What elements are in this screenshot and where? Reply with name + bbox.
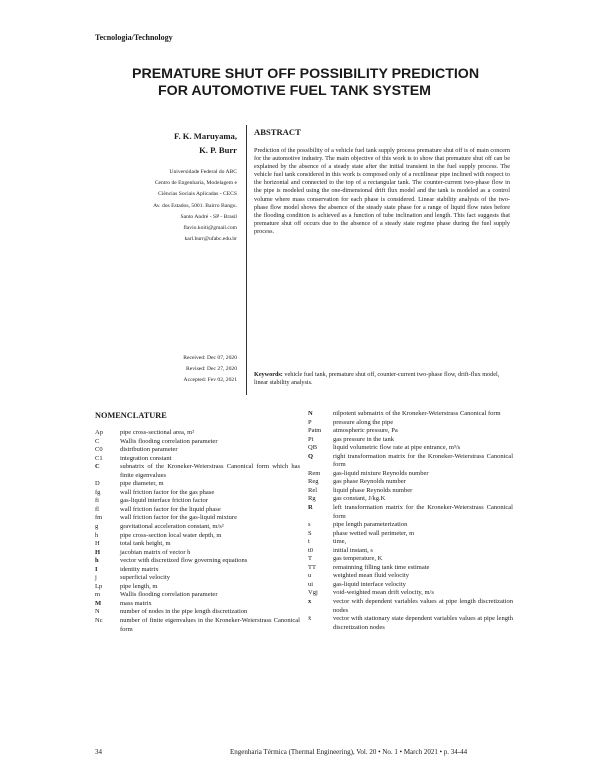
affiliation-line: Santo André - SP - Brasil: [180, 213, 237, 220]
nomenclature-symbol: C: [95, 463, 100, 471]
nomenclature-symbol: fl: [95, 505, 99, 513]
nomenclature-description: vector with dependent variables values at pipe length discretization nodes: [333, 598, 513, 614]
nomenclature-description: void-weighted mean drift velocity, m/s: [333, 589, 434, 597]
nomenclature-symbol: QB: [308, 444, 318, 452]
nomenclature-symbol: s: [308, 521, 311, 529]
nomenclature-description: gas pressure in the tank: [333, 435, 395, 443]
nomenclature-symbol: Rg: [308, 495, 316, 503]
nomenclature-description: number of finite eigenvalues in the Kroneker-Weierstrass Canonical form: [120, 617, 300, 633]
nomenclature-entry: [95, 438, 300, 447]
nomenclature-description: total tank height, m: [120, 540, 171, 548]
nomenclature-entry: [308, 436, 513, 445]
nomenclature-entry: [308, 478, 513, 487]
nomenclature-symbol: Ap: [95, 429, 103, 436]
nomenclature-symbol: h: [95, 531, 99, 539]
column-divider: [246, 125, 247, 395]
nomenclature-entry: [308, 487, 513, 496]
nomenclature-entry: [308, 581, 513, 590]
nomenclature-entry: [308, 555, 513, 564]
nomenclature-description: atmospheric pressure, Pa: [333, 427, 398, 435]
nomenclature-symbol: P: [308, 418, 312, 426]
nomenclature-entry: [308, 521, 513, 530]
nomenclature-description: Wallis flooding correlation parameter: [120, 591, 218, 599]
email-link[interactable]: flavio.koiti@gmail.com: [183, 225, 237, 232]
title-line-2: FOR AUTOMOTIVE FUEL TANK SYSTEM: [158, 83, 431, 99]
nomenclature-symbol: j: [95, 574, 97, 582]
nomenclature-heading: NOMENCLATURE: [95, 411, 167, 420]
nomenclature-description: gas constant, J/kg.K: [333, 495, 386, 503]
nomenclature-symbol: H: [95, 548, 101, 556]
nomenclature-symbol: fi: [95, 497, 99, 505]
nomenclature-symbol: ui: [308, 580, 314, 588]
nomenclature-symbol: g: [95, 523, 99, 531]
nomenclature-symbol: C: [95, 437, 100, 445]
author-list: [95, 129, 237, 157]
journal-citation: Engenharia Térmica (Thermal Engineering), Vol. 20 • No. 1 • March 2021 • p. 34-44: [230, 748, 468, 756]
affiliation-line: Ciências Sociais Aplicadas - CECS: [158, 191, 237, 198]
nomenclature-entry: [95, 446, 300, 455]
nomenclature-description: pipe cross-sectional area, m²: [120, 429, 195, 436]
affiliation-block: [95, 167, 237, 245]
nomenclature-symbol: Q: [308, 452, 314, 460]
nomenclature-description: wall friction factor for the liquid phase: [120, 505, 221, 513]
nomenclature-entry: [95, 591, 300, 600]
nomenclature-description: remainning filling tank time estimate: [333, 563, 430, 571]
nomenclature-entry: [95, 583, 300, 592]
nomenclature-symbol: I: [95, 565, 98, 573]
nomenclature-symbol: x: [308, 598, 312, 606]
keywords-text: vehicle fuel tank, premature shut off, counter-current two-phase flow, drift-flux model, linear stability analysis.: [254, 371, 500, 387]
nomenclature-symbol: Reg: [308, 478, 319, 486]
nomenclature-description: liquid phase Reynolds number: [333, 486, 413, 494]
nomenclature-symbol: Lp: [95, 582, 103, 590]
nomenclature-entry: [308, 538, 513, 547]
nomenclature-symbol: Rel: [308, 486, 318, 494]
nomenclature-symbol: TT: [308, 563, 316, 571]
nomenclature-entry: [308, 547, 513, 556]
nomenclature-description: gravitational acceleration constant, m/s²: [120, 523, 224, 531]
nomenclature-symbol: t0: [308, 546, 314, 554]
email-link[interactable]: karl.burr@ufabc.edu.br: [184, 236, 237, 243]
nomenclature-description: gas temperature, K: [333, 555, 383, 563]
nomenclature-symbol: Vgj: [308, 589, 318, 597]
nomenclature-description: number of nodes in the pipe length discretization: [120, 608, 248, 616]
nomenclature-entry: [308, 598, 513, 615]
nomenclature-description: liquid volumetric flow rate at pipe entrance, m³/s: [333, 444, 461, 452]
nomenclature-description: pipe cross-section local water depth, m: [120, 531, 222, 539]
nomenclature-entry: [95, 514, 300, 523]
nomenclature-entry: [308, 495, 513, 504]
nomenclature-symbol: fg: [95, 488, 101, 496]
keywords: [254, 371, 510, 387]
nomenclature-entry: [95, 480, 300, 489]
nomenclature-entry: [95, 617, 300, 634]
nomenclature-left-column: [95, 429, 300, 634]
section-tag: Tecnologia/Technology: [95, 33, 173, 42]
nomenclature-entry: [95, 557, 300, 566]
nomenclature-entry: [95, 600, 300, 609]
nomenclature-symbol: Nc: [95, 617, 103, 625]
nomenclature-symbol: M: [95, 599, 102, 607]
nomenclature-symbol: N: [95, 608, 100, 616]
nomenclature-entry: [308, 419, 513, 428]
nomenclature-description: jacobian matrix of vector h: [120, 548, 191, 556]
nomenclature-symbol: R: [308, 504, 313, 512]
abstract-text: Prediction of the possibility of a vehicle fuel tank supply process premature shut off is of main concern for the automotive industry. The main objective of this work is to show that premature shut off can be explained by the absence of a steady state after the initial transient in the fuel supply process. The vehicle fuel tank considered in this work is composed only of a rectilinear pipe inclined with respect to the horizontal and connected to the top of a rectangular tank. The counter-current two-phase flow in the pipe is modeled using the one-dimensional drift flux model and the tank is modeled as a control volume where mass conservation for each phase is considered. Linear stability analysis of the two-phase flow model shows the absence of the steady state phase for a range of liquid flow rates before the flooding condition is achieved as a function of tube inclination and length. This fact suggests that premature shut off occurs due to the absence of a steady state regime phase during the fuel supply process.: [254, 147, 510, 235]
nomenclature-entry: [95, 523, 300, 532]
nomenclature-description: weighted mean fluid velocity: [333, 572, 409, 580]
nomenclature-entry: [308, 572, 513, 581]
nomenclature-entry: [308, 427, 513, 436]
nomenclature-entry: [95, 497, 300, 506]
nomenclature-symbol: N: [308, 410, 313, 417]
nomenclature-description: distribution parameter: [120, 446, 178, 454]
nomenclature-symbol: Patm: [308, 427, 322, 435]
nomenclature-entry: [308, 530, 513, 539]
affiliation-line: Centro de Engenharia, Modelagem e: [154, 180, 237, 187]
nomenclature-symbol: T: [308, 555, 312, 563]
nomenclature-description: mass matrix: [120, 599, 152, 607]
keywords-label: Keywords:: [254, 371, 283, 378]
accepted-date: Accepted: Fev 02, 2021: [183, 377, 237, 384]
paper-title: [95, 66, 525, 100]
nomenclature-entry: [308, 564, 513, 573]
nomenclature-symbol: Pt: [308, 435, 314, 443]
nomenclature-symbol: fm: [95, 514, 103, 522]
nomenclature-description: right transformation matrix for the Kroneker-Weierstrass Canonical form: [333, 452, 513, 469]
nomenclature-entry: [308, 615, 513, 632]
nomenclature-entry: [95, 463, 300, 480]
nomenclature-description: phase wetted wall perimeter, m: [333, 529, 415, 537]
nomenclature-symbol: m: [95, 591, 101, 599]
nomenclature-entry: [95, 549, 300, 558]
nomenclature-entry: [95, 540, 300, 549]
nomenclature-entry: [308, 504, 513, 521]
nomenclature-symbol: h: [95, 557, 99, 565]
affiliation-line: Universidade Federal do ABC: [169, 169, 237, 175]
nomenclature-entry: [308, 589, 513, 598]
nomenclature-description: gas phase Reynolds number: [333, 478, 406, 486]
revised-date: Revised: Dec 27, 2020: [186, 366, 237, 373]
nomenclature-entry: [95, 566, 300, 575]
nomenclature-symbol: u: [308, 572, 312, 580]
affiliation-line: Av. dos Estados, 5001. Bairro Bangu.: [153, 202, 237, 209]
nomenclature-description: pressure along the pipe: [333, 418, 394, 426]
nomenclature-description: vector with stationary state dependent variables values at pipe length discretization nodes: [333, 615, 513, 631]
nomenclature-symbol: D: [95, 480, 100, 488]
nomenclature-description: wall friction factor for the gas phase: [120, 488, 215, 496]
received-date: Received: Dec 07, 2020: [183, 355, 237, 361]
author-name: K. P. Burr: [199, 145, 237, 155]
nomenclature-entry: [95, 506, 300, 515]
title-line-1: PREMATURE SHUT OFF POSSIBILITY PREDICTION: [132, 66, 480, 82]
nomenclature-description: integration constant: [120, 454, 172, 462]
nomenclature-description: gas-liquid mixture Reynolds number: [333, 469, 429, 477]
nomenclature-entry: [308, 470, 513, 479]
nomenclature-symbol: Rem: [308, 469, 321, 477]
nomenclature-description: pipe length, m: [120, 582, 158, 590]
nomenclature-entry: [308, 444, 513, 453]
nomenclature-symbol: x̄: [308, 615, 312, 623]
nomenclature-description: time,: [333, 538, 347, 546]
nomenclature-description: wall friction factor for the gas-liquid mixture: [120, 514, 237, 522]
nomenclature-description: left transformation matrix for the Kroneker-Weierstrass Canonical form: [333, 504, 513, 520]
nomenclature-right-column: [308, 410, 513, 632]
nomenclature-description: pipe length parameterization: [333, 521, 408, 529]
nomenclature-description: superficial velocity: [120, 574, 170, 582]
abstract-heading: ABSTRACT: [254, 127, 301, 137]
nomenclature-description: Wallis flooding correlation parameter: [120, 437, 218, 445]
nomenclature-entry: [95, 574, 300, 583]
nomenclature-entry: [95, 429, 300, 438]
page-number: 34: [95, 748, 102, 756]
nomenclature-symbol: H: [95, 540, 100, 548]
nomenclature-entry: [95, 489, 300, 498]
nomenclature-description: initial instant, s: [333, 546, 373, 554]
nomenclature-description: gas-liquid interface velocity: [333, 580, 406, 588]
nomenclature-symbol: C0: [95, 446, 103, 454]
nomenclature-entry: [95, 455, 300, 464]
nomenclature-description: gas-liquid interface friction factor: [120, 497, 208, 505]
nomenclature-entry: [308, 453, 513, 470]
nomenclature-description: subnatrix of the Kroneker-Weierstrass Canonical form which has finite eigenvalues: [120, 463, 300, 479]
nomenclature-description: vector with discretized flow governing equations: [120, 557, 248, 565]
nomenclature-entry: [308, 410, 513, 419]
nomenclature-entry: [95, 608, 300, 617]
dates-block: [95, 353, 237, 387]
nomenclature-symbol: C1: [95, 454, 103, 462]
nomenclature-description: nilpotent submatrix of the Kroneker-Weierstrass Canonical form: [333, 410, 501, 417]
nomenclature-entry: [95, 532, 300, 541]
nomenclature-symbol: S: [308, 529, 312, 537]
nomenclature-symbol: t: [308, 538, 310, 546]
nomenclature-description: identity matrix: [120, 565, 159, 573]
nomenclature-description: pipe diameter, m: [120, 480, 164, 488]
author-name: F. K. Maruyama,: [174, 131, 237, 141]
